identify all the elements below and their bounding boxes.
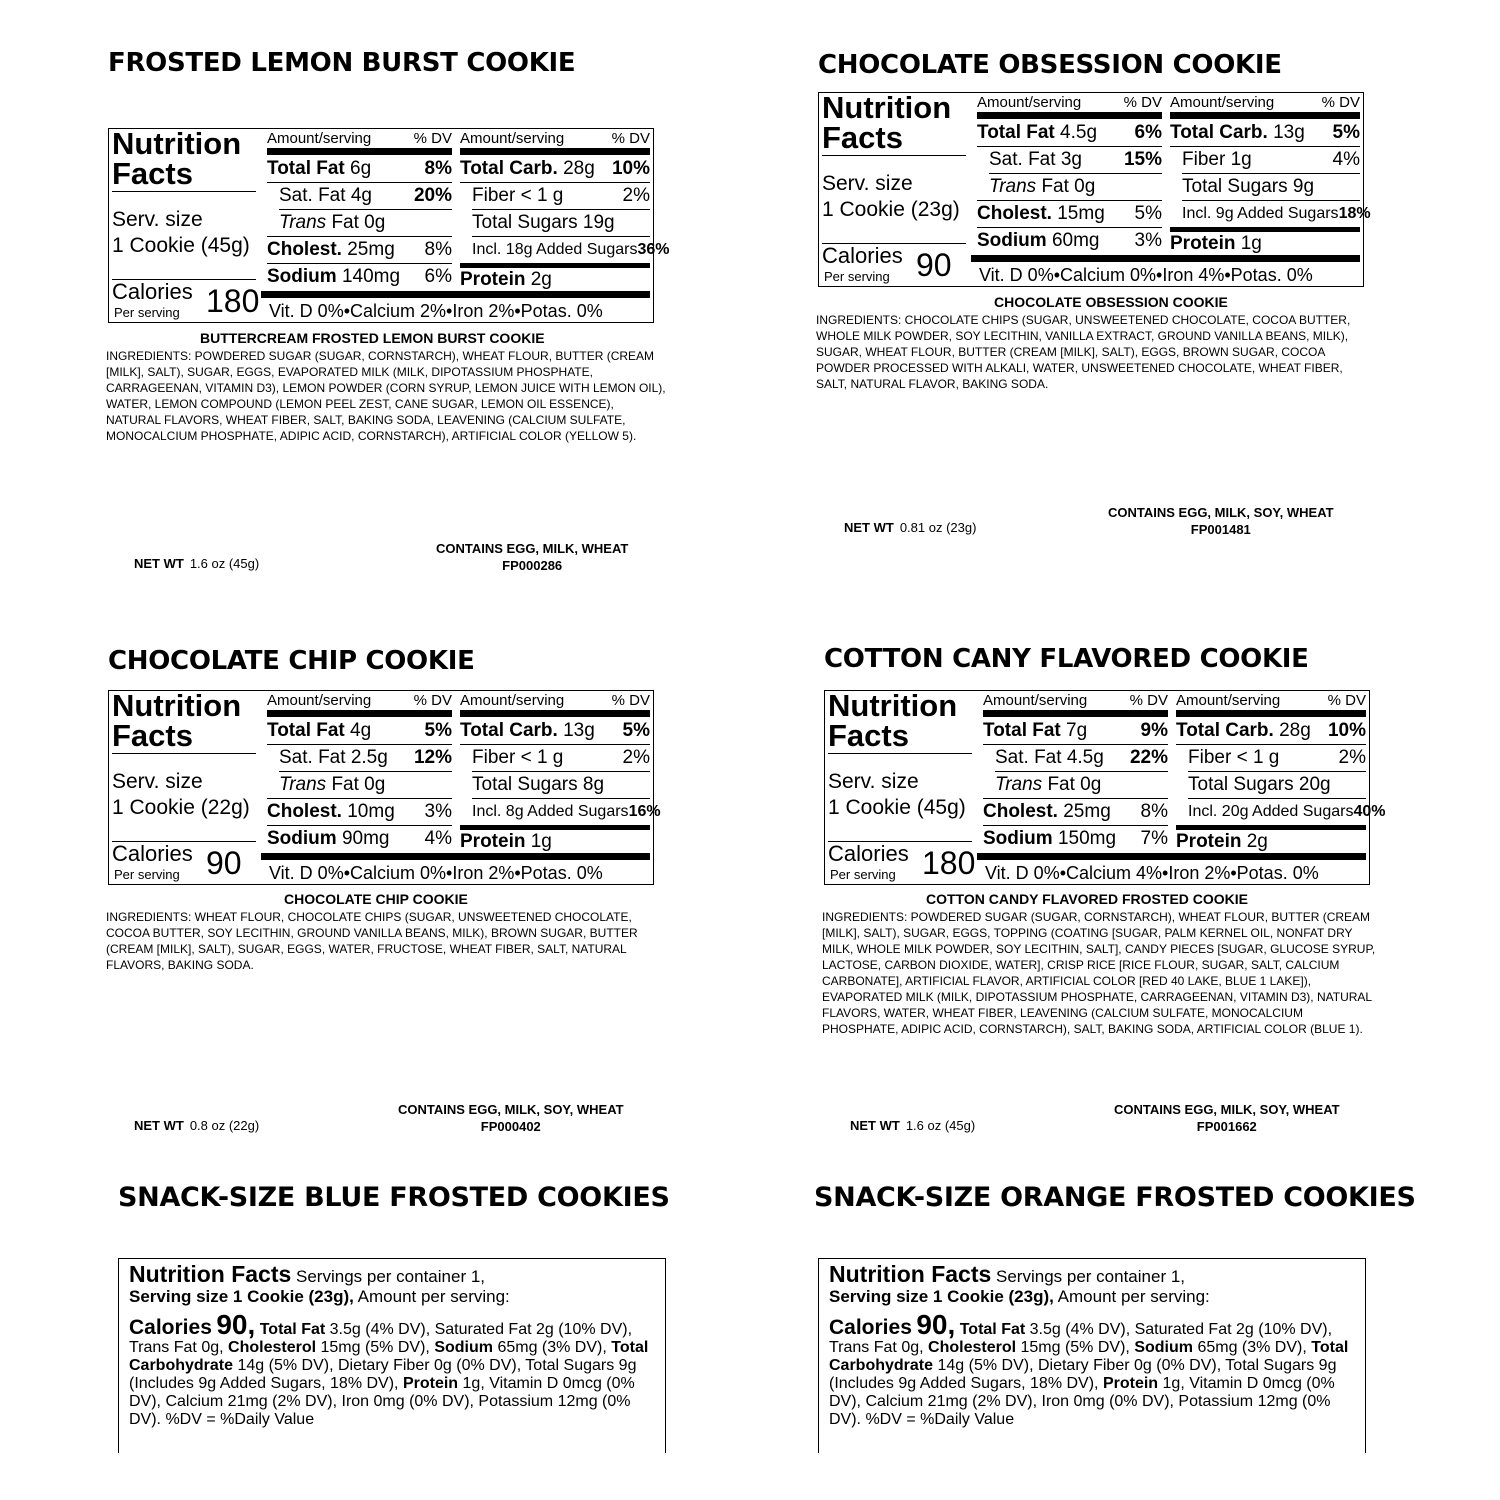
vitamins-line: Vit. D 0%•Calcium 0%•Iron 2%•Potas. 0% — [269, 863, 603, 883]
allergen-statement: CONTAINS EGG, MILK, SOY, WHEAT FP001662 — [1114, 1102, 1340, 1134]
allergen-statement: CONTAINS EGG, MILK, WHEAT FP000286 — [436, 541, 629, 573]
nutrient-column-left: Amount/serving % DV Total Fat 4.5g 6% Sat. Fat 3g 15% Trans Fat 0g Cholest. 15mg 5% Sodium 60mg 3% — [977, 94, 1162, 251]
ingredients-title: BUTTERCREAM FROSTED LEMON BURST COOKIE — [200, 330, 545, 346]
nutrition-facts-heading: Nutrition Facts — [112, 126, 242, 191]
nutrient-column-right: Amount/serving % DV Total Carb. 28g 10% Fiber < 1 g 2% Total Sugars 19g Incl. 18g Added Sugars 36% Protein 2g — [460, 130, 670, 290]
allergen-statement: CONTAINS EGG, MILK, SOY, WHEAT FP001481 — [1108, 505, 1334, 537]
calories-label: Calories — [112, 279, 193, 304]
nutrient-column-right: Amount/serving % DV Total Carb. 28g 10% Fiber < 1 g 2% Total Sugars 20g Incl. 20g Added Sugars 40% Protein 2g — [1176, 692, 1386, 852]
nutrition-facts-box — [108, 126, 670, 323]
net-weight: NET WT 0.8 oz (22g) — [134, 1118, 260, 1133]
allergen-statement: CONTAINS EGG, MILK, SOY, WHEAT FP000402 — [398, 1102, 624, 1134]
ingredients-text: INGREDIENTS: POWDERED SUGAR (SUGAR, CORNSTARCH), WHEAT FLOUR, BUTTER (CREAM [MILK], SALT), SUGAR, EGGS, TOPPING (COATING [SUGAR, PALM KERNEL OIL, NONFAT DRY MILK, WHOLE MILK POWDER, SOY LECITHIN, SALT], CANDY PIECES [SUGAR, GLUCOSE SYRUP, LACTOSE, CARBON DIOXIDE, WATER], CRISP RICE [RICE FLOUR, SUGAR, SALT, CALCIUM CARBONATE], ARTIFICIAL FLAVOR, ARTIFICIAL COLOR [RED 40 LAKE, BLUE 1 LAKE]), EVAPORATED MILK (MILK, DIPOTASSIUM PHOSPHATE, CARRAGEENAN, VITAMIN D3), NATURAL FLAVORS, WATER, WHEAT FIBER, LEAVENING (CALCIUM SULFATE, MONOCALCIUM PHOSPHATE, ADIPIC ACID, CORNSTARCH), SALT, BAKING SODA, ARTIFICIAL COLOR (BLUE 1). — [822, 910, 1376, 1036]
nutrition-facts-heading: Nutrition Facts — [112, 688, 242, 753]
calories-label: Calories — [112, 841, 193, 866]
ingredients-title: CHOCOLATE CHIP COOKIE — [284, 891, 468, 907]
calories-value: 90 — [916, 247, 952, 283]
nutrient-column-right: Amount/serving % DV Total Carb. 13g 5% Fiber 1g 4% Total Sugars 9g Incl. 9g Added Sugars 18% Protein 1g — [1170, 94, 1371, 254]
per-serving-label: Per serving — [830, 867, 896, 882]
nutrient-column-left: Amount/serving % DV Total Fat 7g 9% Sat. Fat 4.5g 22% Trans Fat 0g Cholest. 25mg 8% Sodium 150mg 7% — [983, 692, 1168, 849]
nutrition-facts-heading: Nutrition Facts — [828, 688, 958, 753]
ingredients-title: COTTON CANDY FLAVORED FROSTED COOKIE — [926, 891, 1249, 907]
product-title: COTTON CANY FLAVORED COOKIE — [824, 644, 1309, 674]
vitamins-line: Vit. D 0%•Calcium 0%•Iron 4%•Potas. 0% — [979, 265, 1313, 285]
net-weight: NET WT 1.6 oz (45g) — [134, 556, 260, 571]
ingredients-text: INGREDIENTS: POWDERED SUGAR (SUGAR, CORNSTARCH), WHEAT FLOUR, BUTTER (CREAM [MILK], SALT), SUGAR, EGGS, EVAPORATED MILK (MILK, DIPOTASSIUM PHOSPHATE, CARRAGEENAN, VITAMIN D3), LEMON POWDER (CORN SYRUP, LEMON JUICE WITH LEMON OIL), WATER, LEMON COMPOUND (LEMON PEEL ZEST, CANE SUGAR, LEMON OIL ESSENCE), NATURAL FLAVORS, WHEAT FIBER, SALT, BAKING SODA, LEAVENING (CALCIUM SULFATE, MONOCALCIUM PHOSPHATE, ADIPIC ACID, CORNSTARCH), ARTIFICIAL COLOR (YELLOW 5). — [106, 349, 666, 443]
snack-nutrition-box: Nutrition Facts Servings per container 1, Serving size 1 Cookie (23g), Amount per serving: Calories 90, Total Fat 3.5g (4% DV), Saturated Fat 2g (10% DV), Trans Fat 0g, Cholesterol 15mg (5% DV), Sodium 65mg (3% DV), Total Carbohydrate 14g (5% DV), Dietary Fiber 0g (0% DV), Total Sugars 9g (Includes 9g Added Sugars, 18% DV), Protein 1g, Vitamin D 0mcg (0% DV), Calcium 21mg (2% DV), Iron 0mg (0% DV), Potassium 12mg (0% DV). %DV = %Daily Value — [818, 1258, 1366, 1453]
nutrient-column-left: Amount/serving % DV Total Fat 6g 8% Sat. Fat 4g 20% Trans Fat 0g Cholest. 25mg 8% Sodium 140mg 6% — [267, 130, 452, 287]
vitamins-line: Vit. D 0%•Calcium 2%•Iron 2%•Potas. 0% — [269, 301, 603, 321]
vitamins-line: Vit. D 0%•Calcium 4%•Iron 2%•Potas. 0% — [985, 863, 1319, 883]
per-serving-label: Per serving — [114, 305, 180, 320]
serving-size: Serv. size 1 Cookie (45g) — [828, 770, 966, 819]
calories-value: 180 — [922, 845, 976, 881]
snack-nutrition-box: Nutrition Facts Servings per container 1, Serving size 1 Cookie (23g), Amount per serving: Calories 90, Total Fat 3.5g (4% DV), Saturated Fat 2g (10% DV), Trans Fat 0g, Cholesterol 15mg (5% DV), Sodium 65mg (3% DV), Total Carbohydrate 14g (5% DV), Dietary Fiber 0g (0% DV), Total Sugars 9g (Includes 9g Added Sugars, 18% DV), Protein 1g, Vitamin D 0mcg (0% DV), Calcium 21mg (2% DV), Iron 0mg (0% DV), Potassium 12mg (0% DV). %DV = %Daily Value — [118, 1258, 666, 1453]
ingredients-title: CHOCOLATE OBSESSION COOKIE — [994, 294, 1228, 310]
product-title: SNACK-SIZE BLUE FROSTED COOKIES — [118, 1182, 670, 1213]
serving-size: Serv. size 1 Cookie (23g) — [822, 172, 960, 221]
nutrition-facts-heading: Nutrition Facts — [822, 90, 952, 155]
calories-label: Calories — [828, 841, 909, 866]
nutrition-facts-box — [818, 90, 1371, 287]
serving-size: Serv. size 1 Cookie (22g) — [112, 770, 250, 819]
serving-size: Serv. size 1 Cookie (45g) — [112, 208, 250, 257]
calories-value: 180 — [206, 283, 260, 319]
nutrition-facts-box — [824, 688, 1386, 885]
net-weight: NET WT 0.81 oz (23g) — [844, 520, 977, 535]
product-title: FROSTED LEMON BURST COOKIE — [108, 48, 576, 78]
net-weight: NET WT 1.6 oz (45g) — [850, 1118, 976, 1133]
nutrient-column-left: Amount/serving % DV Total Fat 4g 5% Sat. Fat 2.5g 12% Trans Fat 0g Cholest. 10mg 3% Sodium 90mg 4% — [267, 692, 452, 849]
per-serving-label: Per serving — [824, 269, 890, 284]
product-title: CHOCOLATE CHIP COOKIE — [108, 646, 475, 676]
nutrition-facts-box — [108, 688, 661, 885]
product-title: SNACK-SIZE ORANGE FROSTED COOKIES — [814, 1182, 1416, 1213]
ingredients-text: INGREDIENTS: CHOCOLATE CHIPS (SUGAR, UNSWEETENED CHOCOLATE, COCOA BUTTER, WHOLE MILK POWDER, SOY LECITHIN, VANILLA EXTRACT, GROUND VANILLA BEANS, MILK), SUGAR, WHEAT FLOUR, BUTTER (CREAM [MILK], SALT), EGGS, BROWN SUGAR, COCOA POWDER PROCESSED WITH ALKALI, WATER, UNSWEETENED CHOCOLATE, WHEAT FIBER, SALT, NATURAL FLAVOR, BAKING SODA. — [816, 313, 1351, 391]
calories-label: Calories — [822, 243, 903, 268]
ingredients-text: INGREDIENTS: WHEAT FLOUR, CHOCOLATE CHIPS (SUGAR, UNSWEETENED CHOCOLATE, COCOA BUTTER, SOY LECITHIN, GROUND VANILLA BEANS, MILK), BROWN SUGAR, BUTTER (CREAM [MILK], SALT), SUGAR, EGGS, WATER, FRUCTOSE, WHEAT FIBER, SALT, NATURAL FLAVORS, BAKING SODA. — [106, 910, 638, 972]
per-serving-label: Per serving — [114, 867, 180, 882]
calories-value: 90 — [206, 845, 242, 881]
product-title: CHOCOLATE OBSESSION COOKIE — [818, 50, 1282, 80]
nutrient-column-right: Amount/serving % DV Total Carb. 13g 5% Fiber < 1 g 2% Total Sugars 8g Incl. 8g Added Sugars 16% Protein 1g — [460, 692, 661, 852]
